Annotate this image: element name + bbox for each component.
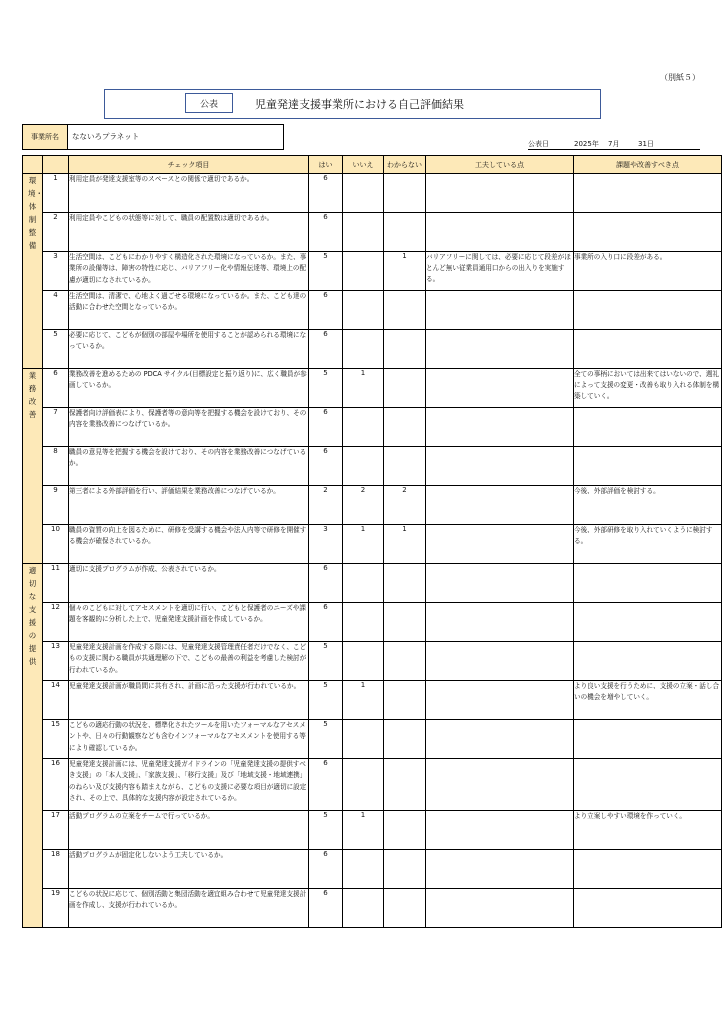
issue-note <box>574 408 722 447</box>
item-number: 8 <box>43 447 69 486</box>
no-count <box>343 564 384 603</box>
category-label: 環境・体制整備 <box>28 176 43 250</box>
unknown-count <box>384 213 426 252</box>
category-cell <box>23 564 43 928</box>
no-count: 1 <box>343 681 384 720</box>
yes-count: 5 <box>309 681 343 720</box>
table-row <box>23 291 722 330</box>
facility-box <box>22 124 284 150</box>
unknown-count <box>384 603 426 642</box>
issue-note: より立案しやすい環境を作っていく。 <box>574 811 722 850</box>
table-row <box>23 447 722 486</box>
unknown-count <box>384 564 426 603</box>
effort-note <box>426 174 574 213</box>
item-number: 4 <box>43 291 69 330</box>
item-number: 6 <box>43 369 69 408</box>
yes-count: 6 <box>309 408 343 447</box>
unknown-count: 1 <box>384 525 426 564</box>
effort-note <box>426 759 574 811</box>
effort-note <box>426 291 574 330</box>
effort-note <box>426 564 574 603</box>
item-number: 5 <box>43 330 69 369</box>
item-question: 生活空間は、こどもにわかりやすく構造化された環境になっているか。また、事業所の設備等は、障害の特性に応じ、バリアフリー化や情報伝達等、環境上の配慮が適切になされているか。 <box>69 252 309 291</box>
unknown-count: 1 <box>384 252 426 291</box>
header-yes: はい <box>309 156 343 174</box>
yes-count: 6 <box>309 291 343 330</box>
item-question: 活動プログラムの立案をチームで行っているか。 <box>69 811 309 850</box>
effort-note <box>426 330 574 369</box>
no-count <box>343 291 384 330</box>
table-row <box>23 408 722 447</box>
publication-label: 公表日 <box>528 140 549 148</box>
item-question: 職員の意見等を把握する機会を設けており、その内容を業務改善につなげているか。 <box>69 447 309 486</box>
no-count <box>343 408 384 447</box>
unknown-count <box>384 330 426 369</box>
effort-note <box>426 681 574 720</box>
unknown-count: 2 <box>384 486 426 525</box>
publication-month: 7月 <box>608 140 620 148</box>
header-blank <box>23 156 43 174</box>
effort-note <box>426 486 574 525</box>
yes-count: 5 <box>309 642 343 681</box>
item-number: 10 <box>43 525 69 564</box>
no-count <box>343 603 384 642</box>
issue-note <box>574 291 722 330</box>
item-number: 12 <box>43 603 69 642</box>
table-row <box>23 811 722 850</box>
yes-count: 5 <box>309 720 343 759</box>
no-count: 2 <box>343 486 384 525</box>
yes-count: 6 <box>309 889 343 928</box>
item-number: 19 <box>43 889 69 928</box>
yes-count: 5 <box>309 252 343 291</box>
header-row <box>23 156 722 174</box>
item-question: こどもの状況に応じて、個別活動と集団活動を適宜組み合わせて児童発達支援計画を作成し、支援が行われているか。 <box>69 889 309 928</box>
unknown-count <box>384 889 426 928</box>
no-count: 1 <box>343 811 384 850</box>
yes-count: 6 <box>309 447 343 486</box>
no-count <box>343 642 384 681</box>
evaluation-table <box>22 155 722 928</box>
issue-note <box>574 603 722 642</box>
table-row <box>23 369 722 408</box>
category-cell <box>23 174 43 369</box>
table-row <box>23 603 722 642</box>
item-number: 18 <box>43 850 69 889</box>
item-number: 7 <box>43 408 69 447</box>
effort-note <box>426 408 574 447</box>
header-efforts: 工夫している点 <box>426 156 574 174</box>
item-number: 3 <box>43 252 69 291</box>
no-count <box>343 213 384 252</box>
no-count: 1 <box>343 369 384 408</box>
issue-note: より良い支援を行うために、支援の立案・話し合いの機会を増やしていく。 <box>574 681 722 720</box>
effort-note <box>426 525 574 564</box>
item-question: 児童発達支援計画を作成する際には、児童発達支援管理責任者だけでなく、こどもの支援に関わる職員が共通理解の下で、こどもの最善の利益を考慮した検討が行われているか。 <box>69 642 309 681</box>
yes-count: 2 <box>309 486 343 525</box>
table-row <box>23 213 722 252</box>
yes-count: 6 <box>309 213 343 252</box>
unknown-count <box>384 291 426 330</box>
yes-count: 3 <box>309 525 343 564</box>
page-title: 児童発達支援事業所における自己評価結果 <box>255 98 464 111</box>
item-question: 活動プログラムが固定化しないよう工夫しているか。 <box>69 850 309 889</box>
issue-note <box>574 889 722 928</box>
header-item: チェック項目 <box>69 156 309 174</box>
item-question: 保護者向け評価表により、保護者等の意向等を把握する機会を設けており、その内容を業務改善につなげているか。 <box>69 408 309 447</box>
category-label: 適切な支援の提供 <box>28 566 37 666</box>
effort-note <box>426 213 574 252</box>
no-count <box>343 759 384 811</box>
facility-label: 事業所名 <box>23 125 68 149</box>
facility-name: なないろプラネット <box>72 132 140 141</box>
issue-note: 全ての事柄においては出来てはいないので、週礼によって支援の変更・改善も取り入れる体制を構築していく。 <box>574 369 722 408</box>
item-number: 11 <box>43 564 69 603</box>
unknown-count <box>384 174 426 213</box>
effort-note <box>426 889 574 928</box>
header-issues: 課題や改善すべき点 <box>574 156 722 174</box>
no-count <box>343 720 384 759</box>
unknown-count <box>384 850 426 889</box>
issue-note <box>574 759 722 811</box>
table-row <box>23 642 722 681</box>
header-no: いいえ <box>343 156 384 174</box>
item-question: 児童発達支援計画が職員間に共有され、計画に沿った支援が行われているか。 <box>69 681 309 720</box>
item-number: 1 <box>43 174 69 213</box>
effort-note <box>426 603 574 642</box>
item-question: 職員の資質の向上を図るために、研修を受講する機会や法人内等で研修を開催する機会が確保されているか。 <box>69 525 309 564</box>
item-number: 16 <box>43 759 69 811</box>
issue-note <box>574 213 722 252</box>
yes-count: 5 <box>309 811 343 850</box>
table-row <box>23 564 722 603</box>
item-question: こどもの適応行動の状況を、標準化されたツールを用いたフォーマルなアセスメントや、日々の行動観察なども含むインフォーマルなアセスメントを使用する等により確認しているか。 <box>69 720 309 759</box>
no-count: 1 <box>343 525 384 564</box>
item-question: 適切に支援プログラムが作成、公表されているか。 <box>69 564 309 603</box>
table-row <box>23 889 722 928</box>
yes-count: 6 <box>309 564 343 603</box>
no-count <box>343 330 384 369</box>
no-count <box>343 174 384 213</box>
effort-note <box>426 642 574 681</box>
issue-note <box>574 447 722 486</box>
effort-note <box>426 811 574 850</box>
issue-note <box>574 174 722 213</box>
table-row <box>23 252 722 291</box>
item-number: 2 <box>43 213 69 252</box>
unknown-count <box>384 811 426 850</box>
title-box <box>104 89 601 119</box>
header-blank <box>43 156 69 174</box>
issue-note <box>574 564 722 603</box>
publication-underline <box>528 149 700 150</box>
effort-note <box>426 850 574 889</box>
effort-note <box>426 720 574 759</box>
table-row <box>23 525 722 564</box>
item-question: 利用定員やこどもの状態等に対して、職員の配置数は適切であるか。 <box>69 213 309 252</box>
item-question: 利用定員が発達支援室等のスペースとの関係で適切であるか。 <box>69 174 309 213</box>
item-question: 個々のこどもに対してアセスメントを適切に行い、こどもと保護者のニーズや課題を客観的に分析した上で、児童発達支援計画を作成しているか。 <box>69 603 309 642</box>
issue-note <box>574 720 722 759</box>
issue-note: 今後、外部評価を検討する。 <box>574 486 722 525</box>
yes-count: 6 <box>309 759 343 811</box>
table-row <box>23 486 722 525</box>
item-number: 14 <box>43 681 69 720</box>
item-question: 必要に応じて、こどもが個別の部屋や場所を使用することが認められる環境になっているか。 <box>69 330 309 369</box>
effort-note <box>426 447 574 486</box>
unknown-count <box>384 369 426 408</box>
yes-count: 6 <box>309 850 343 889</box>
no-count <box>343 889 384 928</box>
yes-count: 5 <box>309 369 343 408</box>
yes-count: 6 <box>309 174 343 213</box>
effort-note: バリアフリーに関しては、必要に応じて段差がほとんど無い従業員通用口からの出入りを実施する。 <box>426 252 574 291</box>
public-badge: 公表 <box>185 93 233 113</box>
issue-note: 今後、外部研修を取り入れていくように検討する。 <box>574 525 722 564</box>
no-count <box>343 252 384 291</box>
unknown-count <box>384 720 426 759</box>
publication-year: 2025年 <box>574 140 599 148</box>
category-cell <box>23 369 43 564</box>
item-number: 13 <box>43 642 69 681</box>
no-count <box>343 850 384 889</box>
table-row <box>23 681 722 720</box>
issue-note: 事業所の入り口に段差がある。 <box>574 252 722 291</box>
document-note: （別紙５） <box>660 73 700 82</box>
table-row <box>23 174 722 213</box>
item-question: 第三者による外部評価を行い、評価結果を業務改善につなげているか。 <box>69 486 309 525</box>
publication-day: 31日 <box>638 140 654 148</box>
issue-note <box>574 850 722 889</box>
unknown-count <box>384 408 426 447</box>
yes-count: 6 <box>309 330 343 369</box>
publication-date <box>528 139 654 149</box>
issue-note <box>574 330 722 369</box>
unknown-count <box>384 681 426 720</box>
item-number: 9 <box>43 486 69 525</box>
category-label: 業務改善 <box>28 371 37 419</box>
header-unknown: わからない <box>384 156 426 174</box>
item-question: 児童発達支援計画には、児童発達支援ガイドラインの「児童発達支援の提供すべき支援」の「本人支援」、「家族支援」、「移行支援」及び「地域支援・地域連携」のねらい及び支援内容も踏まえながら、こどもの支援に必要な項目が適切に設定され、その上で、具体的な支援内容が設定されているか。 <box>69 759 309 811</box>
table-row <box>23 720 722 759</box>
no-count <box>343 447 384 486</box>
table-row <box>23 330 722 369</box>
table-row <box>23 759 722 811</box>
item-number: 15 <box>43 720 69 759</box>
yes-count: 6 <box>309 603 343 642</box>
unknown-count <box>384 759 426 811</box>
issue-note <box>574 642 722 681</box>
unknown-count <box>384 447 426 486</box>
unknown-count <box>384 642 426 681</box>
item-question: 業務改善を進めるための PDCA サイクル(目標設定と振り返り)に、広く職員が参画しているか。 <box>69 369 309 408</box>
effort-note <box>426 369 574 408</box>
item-question: 生活空間は、清潔で、心地よく過ごせる環境になっているか。また、こども達の活動に合わせた空間となっているか。 <box>69 291 309 330</box>
table-row <box>23 850 722 889</box>
item-number: 17 <box>43 811 69 850</box>
